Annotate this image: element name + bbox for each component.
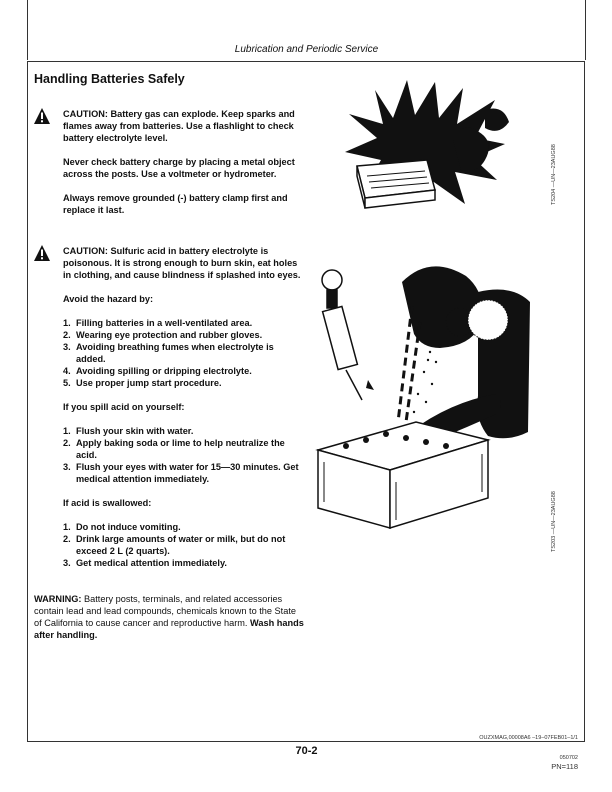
battery-acid-illustration [310,262,538,540]
pn-number: PN=118 [551,762,578,771]
warning-emphasis: Wash hands after handling. [34,618,304,640]
page-number: 70-2 [295,745,318,757]
spill-list [63,425,303,485]
swallow-list [63,521,303,569]
caution-1-text: CAUTION: Battery gas can explode. Keep sparks and flames away from batteries. Use a flashlight to check battery electrolyte level. [63,109,295,143]
spill-heading: If you spill acid on yourself: [63,402,185,412]
caution-1-clamp: Always remove grounded (-) battery clamp first and replace it last. [63,193,288,215]
caution-sulfuric-acid [63,245,303,581]
figure-code-2: TS203 —UN—23AUG88 [551,491,557,552]
list-item: 5. Use proper jump start procedure. [63,378,222,388]
caution-1-metal: Never check battery charge by placing a metal object across the posts. Use a voltmeter or hydrometer. [63,157,295,179]
warning-triangle-icon [34,108,50,124]
avoid-list [63,317,303,389]
caution-2-text: CAUTION: Sulfuric acid in battery electrolyte is poisonous. It is strong enough to burn skin, eat holes in clothing, and cause blindness if splashed into eyes. [63,246,301,280]
list-item: 3. Flush your eyes with water for 15—30 minutes. Get medical attention immediately. [63,462,299,484]
figure-code-1: TS204 —UN—23AUG88 [551,144,557,205]
avoid-heading: Avoid the hazard by: [63,294,154,304]
california-warning [34,593,304,641]
page-title: Handling Batteries Safely [34,72,185,86]
print-date: 050702 [559,755,578,761]
battery-explosion-illustration [335,80,535,230]
caution-battery-gas [63,108,303,228]
list-item: 1. Filling batteries in a well-ventilated area. [63,318,253,328]
warning-triangle-icon [34,245,50,261]
list-item: 1. Do not induce vomiting. [63,522,181,532]
warning-text: Battery posts, terminals, and related accessories contain lead and lead compounds, chemicals known to the State of California to cause cancer and reproductive harm. [34,594,297,628]
list-item: 4. Avoiding spilling or dripping electrolyte. [63,366,252,376]
list-item: 1. Flush your skin with water. [63,426,194,436]
list-item: 2. Drink large amounts of water or milk, but do not exceed 2 L (2 quarts). [63,534,286,556]
list-item: 2. Wearing eye protection and rubber gloves. [63,330,263,340]
swallow-heading: If acid is swallowed: [63,498,152,508]
list-item: 2. Apply baking soda or lime to help neutralize the acid. [63,438,285,460]
warning-label: WARNING: [34,594,82,604]
document-code: OUZXMAG,00008A6 –19–07FEB01–1/1 [479,735,578,741]
section-header: Lubrication and Periodic Service [234,44,379,55]
list-item: 3. Get medical attention immediately. [63,558,227,568]
list-item: 3. Avoiding breathing fumes when electrolyte is added. [63,342,274,364]
